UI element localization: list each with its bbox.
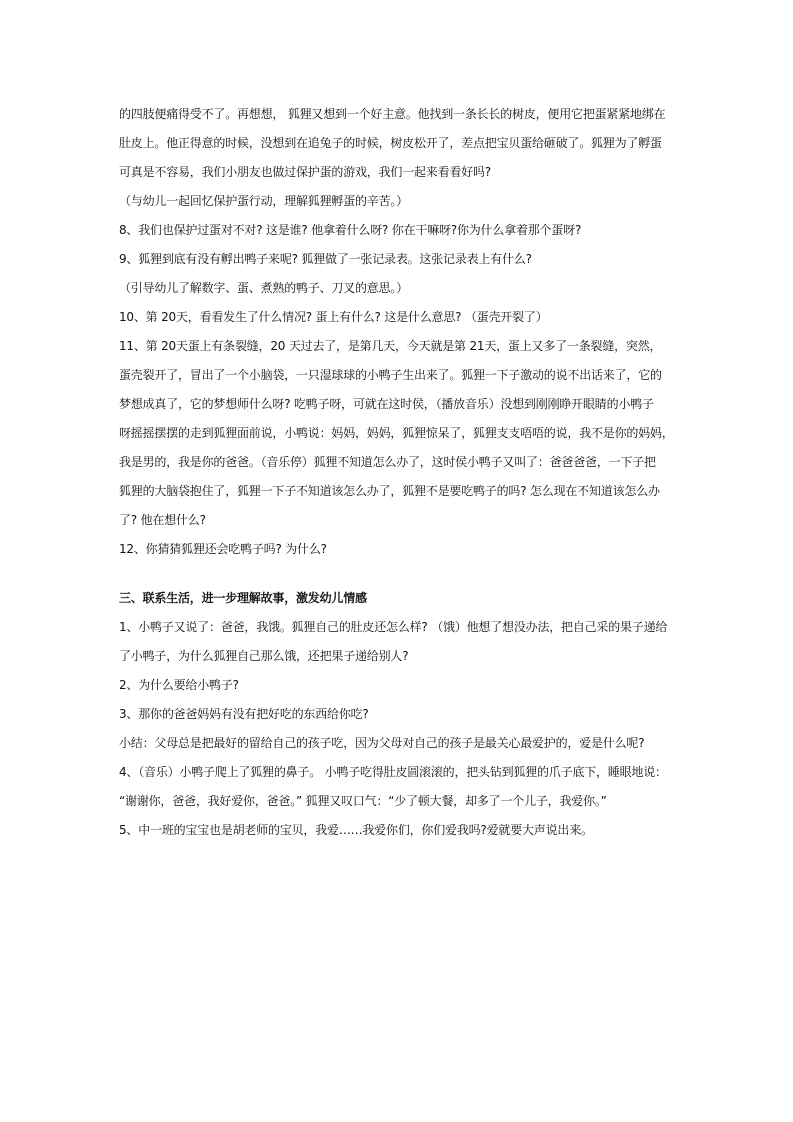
text-line: 11、第 20天蛋上有条裂缝，20 天过去了，是第几天，今天就是第 21天，蛋上又多了一条裂缝，突然， (119, 339, 662, 353)
section-text-line: 2、为什么要给小鸭子? (119, 678, 239, 692)
text-line: 呀摇摇摆摆的走到狐狸面前说，小鸭说：妈妈，妈妈，狐狸惊呆了，狐狸支支唔唔的说，我不是你的妈妈， (119, 426, 674, 440)
text-line: 8、我们也保护过蛋对不对? 这是谁? 他拿着什么呀? 你在干嘛呀?你为什么拿着那个蛋呀? (119, 223, 582, 237)
section-text-line: 1、小鸭子又说了：爸爸，我饿。狐狸自己的肚皮还怎么样? （饿）他想了想没办法，把自己采的果子递给 (119, 620, 668, 634)
text-line: 10、第 20天，看看发生了什么情况? 蛋上有什么? 这是什么意思? （蛋壳开裂了） (119, 310, 548, 324)
text-line: 梦想成真了，它的梦想师什么呀? 吃鸭子呀，可就在这时侯，（播放音乐）没想到刚刚睁开眼睛的小鸭子 (119, 397, 654, 411)
section-spacer (119, 564, 679, 584)
section-text-line: 3、那你的爸爸妈妈有没有把好吃的东西给你吃? (119, 707, 369, 721)
text-line: 肚皮上。他正得意的时候，没想到在追兔子的时候，树皮松开了，差点把宝贝蛋给砸破了。狐狸为了孵蛋 (119, 136, 662, 150)
text-line: 9、狐狸到底有没有孵出鸭子来呢? 狐狸做了一张记录表。这张记录表上有什么? (119, 252, 532, 266)
section-text-line: 4、（音乐）小鸭子爬上了狐狸的鼻子。 小鸭子吃得肚皮圆滚滚的，把头钻到狐狸的爪子底下，睡眼地说： (119, 765, 667, 779)
text-line: 的四肢便痛得受不了。再想想， 狐狸又想到一个好主意。他找到一条长长的树皮，便用它把蛋紧紧地绑在 (119, 107, 666, 121)
section-text-line: 了小鸭子，为什么狐狸自己那么饿，还把果子递给别人? (119, 649, 409, 663)
text-line: 12、你猜猜狐狸还会吃鸭子吗? 为什么? (119, 542, 327, 556)
section-text-line: “谢谢你，爸爸，我好爱你，爸爸。” 狐狸又叹口气：“少了顿大餐，却多了一个儿子，我爱你。” (119, 794, 607, 808)
text-line: 我是男的，我是你的爸爸。（音乐停）狐狸不知道怎么办了，这时侯小鸭子又叫了：爸爸爸爸，一下子把 (119, 455, 656, 469)
text-line: 狐狸的大脑袋抱住了，狐狸一下子不知道该怎么办了，狐狸不是要吃鸭子的吗? 怎么现在不知道该怎么办 (119, 484, 660, 498)
text-line: （与幼儿一起回忆保护蛋行动，理解狐狸孵蛋的辛苦。） (119, 194, 409, 208)
text-line: 可真是不容易，我们小朋友也做过保护蛋的游戏，我们一起来看看好吗? (119, 165, 491, 179)
text-line: 蛋壳裂开了，冒出了一个小脑袋，一只湿球球的小鸭子生出来了。狐狸一下子激动的说不出话来了，它的 (119, 368, 662, 382)
section-text-line: 5、中一班的宝宝也是胡老师的宝贝，我爱……我爱你们，你们爱我吗?爱就要大声说出来。 (119, 823, 593, 837)
text-line: 了? 他在想什么? (119, 513, 206, 527)
section-heading: 三、联系生活，进一步理解故事，激发幼儿情感 (119, 591, 367, 605)
text-line: （引导幼儿了解数字、蛋、煮熟的鸭子、刀叉的意思。） (119, 281, 409, 295)
document-body (119, 100, 679, 845)
section-text-line: 小结：父母总是把最好的留给自己的孩子吃，因为父母对自己的孩子是最关心最爱护的，爱是什么呢? (119, 736, 645, 750)
